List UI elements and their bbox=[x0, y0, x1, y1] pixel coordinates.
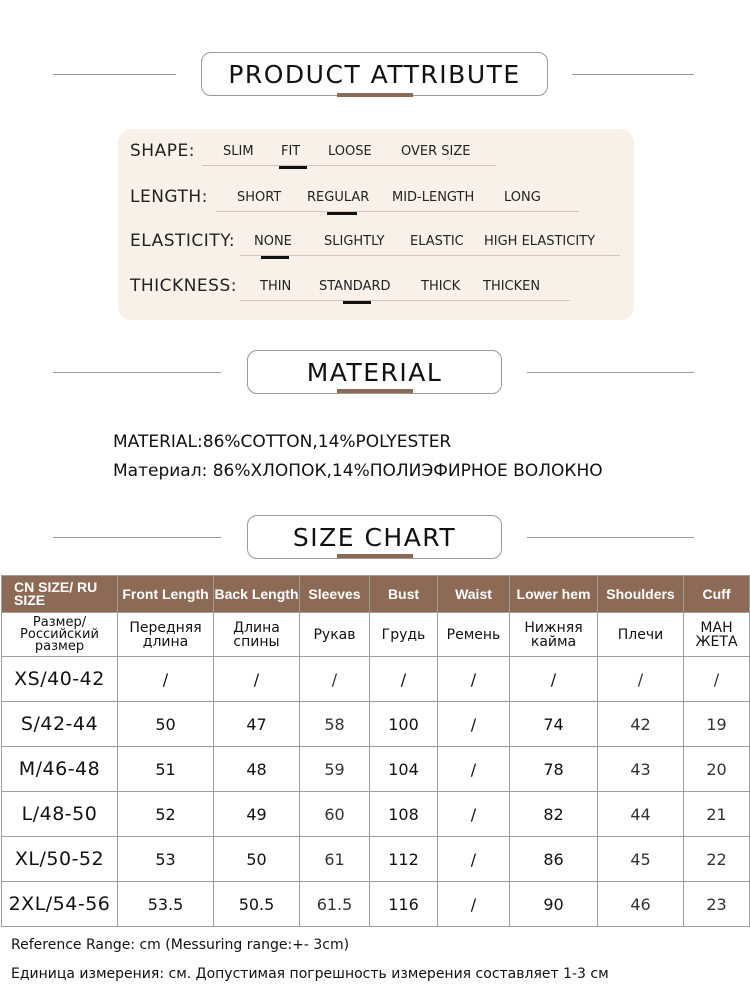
reference-range-note: Reference Range: cm (Messuring range:+- 3cm) bbox=[11, 937, 350, 953]
size-label-cell: L/48-50 bbox=[2, 792, 118, 837]
table-row bbox=[2, 657, 750, 702]
material-title: MATERIAL bbox=[247, 350, 502, 394]
attr-option-selected: STANDARD bbox=[319, 279, 391, 294]
attr-label-elasticity: ELASTICITY: bbox=[130, 231, 236, 251]
measurement-cell: 61.5 bbox=[300, 882, 370, 927]
measurement-cell: 23 bbox=[684, 882, 750, 927]
measurement-cell: / bbox=[438, 792, 510, 837]
size-label-cell: XL/50-52 bbox=[2, 837, 118, 882]
attr-option: HIGH ELASTICITY bbox=[484, 234, 596, 249]
attribute-panel bbox=[118, 129, 634, 320]
table-row bbox=[2, 792, 750, 837]
measurement-cell: / bbox=[438, 837, 510, 882]
measurement-cell: 21 bbox=[684, 792, 750, 837]
header-right-rule bbox=[527, 537, 694, 538]
measurement-cell: / bbox=[214, 657, 300, 702]
selected-marker bbox=[261, 256, 289, 259]
attr-rule bbox=[216, 211, 579, 212]
measurement-cell: / bbox=[684, 657, 750, 702]
header-accent-bar bbox=[337, 554, 413, 558]
header-accent-bar bbox=[337, 389, 413, 393]
measurement-cell: 59 bbox=[300, 747, 370, 792]
measurement-cell: / bbox=[118, 657, 214, 702]
attr-rule bbox=[240, 255, 620, 256]
attr-row-length bbox=[118, 183, 634, 213]
col-header-cuff-ru: МАН ЖЕТА bbox=[684, 613, 750, 657]
measurement-cell: 44 bbox=[598, 792, 684, 837]
attr-label-shape: SHAPE: bbox=[130, 141, 195, 161]
size-label-cell: M/46-48 bbox=[2, 747, 118, 792]
col-header-sleeves: Sleeves bbox=[300, 576, 370, 613]
material-composition-en: MATERIAL:86%COTTON,14%POLYESTER bbox=[113, 432, 452, 452]
size-chart-header bbox=[0, 515, 750, 561]
product-attribute-header bbox=[0, 52, 750, 98]
col-header-waist: Waist bbox=[438, 576, 510, 613]
measurement-cell: 112 bbox=[370, 837, 438, 882]
attr-option-selected: REGULAR bbox=[307, 190, 370, 205]
measurement-cell: / bbox=[438, 747, 510, 792]
measurement-cell: 52 bbox=[118, 792, 214, 837]
col-header-waist-ru: Ремень bbox=[438, 613, 510, 657]
col-header-sleeves-ru: Рукав bbox=[300, 613, 370, 657]
header-accent-bar bbox=[337, 93, 413, 97]
attr-option: OVER SIZE bbox=[401, 144, 471, 159]
attr-option-selected: FIT bbox=[281, 144, 301, 159]
size-label-cell: 2XL/54-56 bbox=[2, 882, 118, 927]
attr-rule bbox=[240, 300, 570, 301]
product-attribute-title: PRODUCT ATTRIBUTE bbox=[201, 52, 548, 96]
measurement-cell: / bbox=[598, 657, 684, 702]
measurement-cell: 20 bbox=[684, 747, 750, 792]
size-label-cell: XS/40-42 bbox=[2, 657, 118, 702]
measurement-cell: 19 bbox=[684, 702, 750, 747]
attr-option: ELASTIC bbox=[410, 234, 464, 249]
size-chart-title: SIZE CHART bbox=[247, 515, 502, 559]
col-header-lower-hem: Lower hem bbox=[510, 576, 598, 613]
col-header-lower-hem-ru: Нижняя кайма bbox=[510, 613, 598, 657]
col-header-size-ru: Размер/ Российский размер bbox=[2, 613, 118, 657]
measurement-cell: / bbox=[370, 657, 438, 702]
col-header-bust-ru: Грудь bbox=[370, 613, 438, 657]
measurement-cell: 45 bbox=[598, 837, 684, 882]
measurement-cell: 104 bbox=[370, 747, 438, 792]
table-row bbox=[2, 747, 750, 792]
col-header-front-length-ru: Передняя длина bbox=[118, 613, 214, 657]
measurement-cell: 51 bbox=[118, 747, 214, 792]
col-header-front-length: Front Length bbox=[118, 576, 214, 613]
measurement-cell: 61 bbox=[300, 837, 370, 882]
col-header-shoulders: Shoulders bbox=[598, 576, 684, 613]
measurement-cell: 60 bbox=[300, 792, 370, 837]
col-header-size: CN SIZE/ RU SIZE bbox=[2, 576, 118, 613]
measurement-cell: 48 bbox=[214, 747, 300, 792]
attr-label-length: LENGTH: bbox=[130, 187, 208, 207]
material-composition-ru: Материал: 86%ХЛОПОК,14%ПОЛИЭФИРНОЕ ВОЛОКНО bbox=[113, 461, 603, 481]
measurement-cell: / bbox=[510, 657, 598, 702]
material-header bbox=[0, 350, 750, 396]
measurement-cell: 82 bbox=[510, 792, 598, 837]
measurement-cell: 100 bbox=[370, 702, 438, 747]
col-header-bust: Bust bbox=[370, 576, 438, 613]
size-label-cell: S/42-44 bbox=[2, 702, 118, 747]
attr-row-thickness bbox=[118, 272, 634, 302]
measurement-cell: 50 bbox=[118, 702, 214, 747]
attr-option: SLIGHTLY bbox=[324, 234, 385, 249]
table-header-en bbox=[2, 576, 750, 613]
measurement-cell: / bbox=[438, 657, 510, 702]
measurement-note-ru: Единица измерения: см. Допустимая погрешность измерения составляет 1-3 см bbox=[11, 966, 609, 982]
header-right-rule bbox=[527, 372, 694, 373]
selected-marker bbox=[279, 166, 307, 169]
measurement-cell: 46 bbox=[598, 882, 684, 927]
attr-rule bbox=[202, 165, 496, 166]
measurement-cell: / bbox=[438, 882, 510, 927]
col-header-back-length: Back Length bbox=[214, 576, 300, 613]
attr-option: THICK bbox=[421, 279, 461, 294]
attr-row-elasticity bbox=[118, 227, 634, 257]
size-table-body bbox=[2, 657, 750, 927]
header-left-rule bbox=[53, 537, 221, 538]
measurement-cell: 47 bbox=[214, 702, 300, 747]
attr-row-shape bbox=[118, 137, 634, 167]
measurement-cell: 43 bbox=[598, 747, 684, 792]
measurement-cell: 86 bbox=[510, 837, 598, 882]
measurement-cell: 108 bbox=[370, 792, 438, 837]
measurement-cell: 22 bbox=[684, 837, 750, 882]
size-table bbox=[1, 575, 750, 927]
col-header-shoulders-ru: Плечи bbox=[598, 613, 684, 657]
measurement-cell: 78 bbox=[510, 747, 598, 792]
table-header-ru bbox=[2, 613, 750, 657]
col-header-cuff: Cuff bbox=[684, 576, 750, 613]
selected-marker bbox=[327, 212, 357, 215]
header-left-rule bbox=[53, 372, 221, 373]
selected-marker bbox=[343, 301, 371, 304]
measurement-cell: 58 bbox=[300, 702, 370, 747]
measurement-cell: 42 bbox=[598, 702, 684, 747]
table-row bbox=[2, 882, 750, 927]
attr-option: LOOSE bbox=[328, 144, 372, 159]
attr-option: LONG bbox=[504, 190, 541, 205]
measurement-cell: 53 bbox=[118, 837, 214, 882]
attr-option: SHORT bbox=[237, 190, 282, 205]
attr-option: THICKEN bbox=[483, 279, 541, 294]
table-row bbox=[2, 702, 750, 747]
col-header-back-length-ru: Длина спины bbox=[214, 613, 300, 657]
attr-option: MID-LENGTH bbox=[392, 190, 475, 205]
header-right-rule bbox=[572, 74, 694, 75]
measurement-cell: 50 bbox=[214, 837, 300, 882]
table-row bbox=[2, 837, 750, 882]
measurement-cell: 53.5 bbox=[118, 882, 214, 927]
measurement-cell: 116 bbox=[370, 882, 438, 927]
measurement-cell: / bbox=[438, 702, 510, 747]
attr-label-thickness: THICKNESS: bbox=[130, 276, 237, 296]
measurement-cell: 49 bbox=[214, 792, 300, 837]
measurement-cell: 50.5 bbox=[214, 882, 300, 927]
header-left-rule bbox=[53, 74, 176, 75]
measurement-cell: 74 bbox=[510, 702, 598, 747]
measurement-cell: / bbox=[300, 657, 370, 702]
attr-option: SLIM bbox=[223, 144, 254, 159]
attr-option: THIN bbox=[260, 279, 292, 294]
attr-option-selected: NONE bbox=[254, 234, 292, 249]
measurement-cell: 90 bbox=[510, 882, 598, 927]
